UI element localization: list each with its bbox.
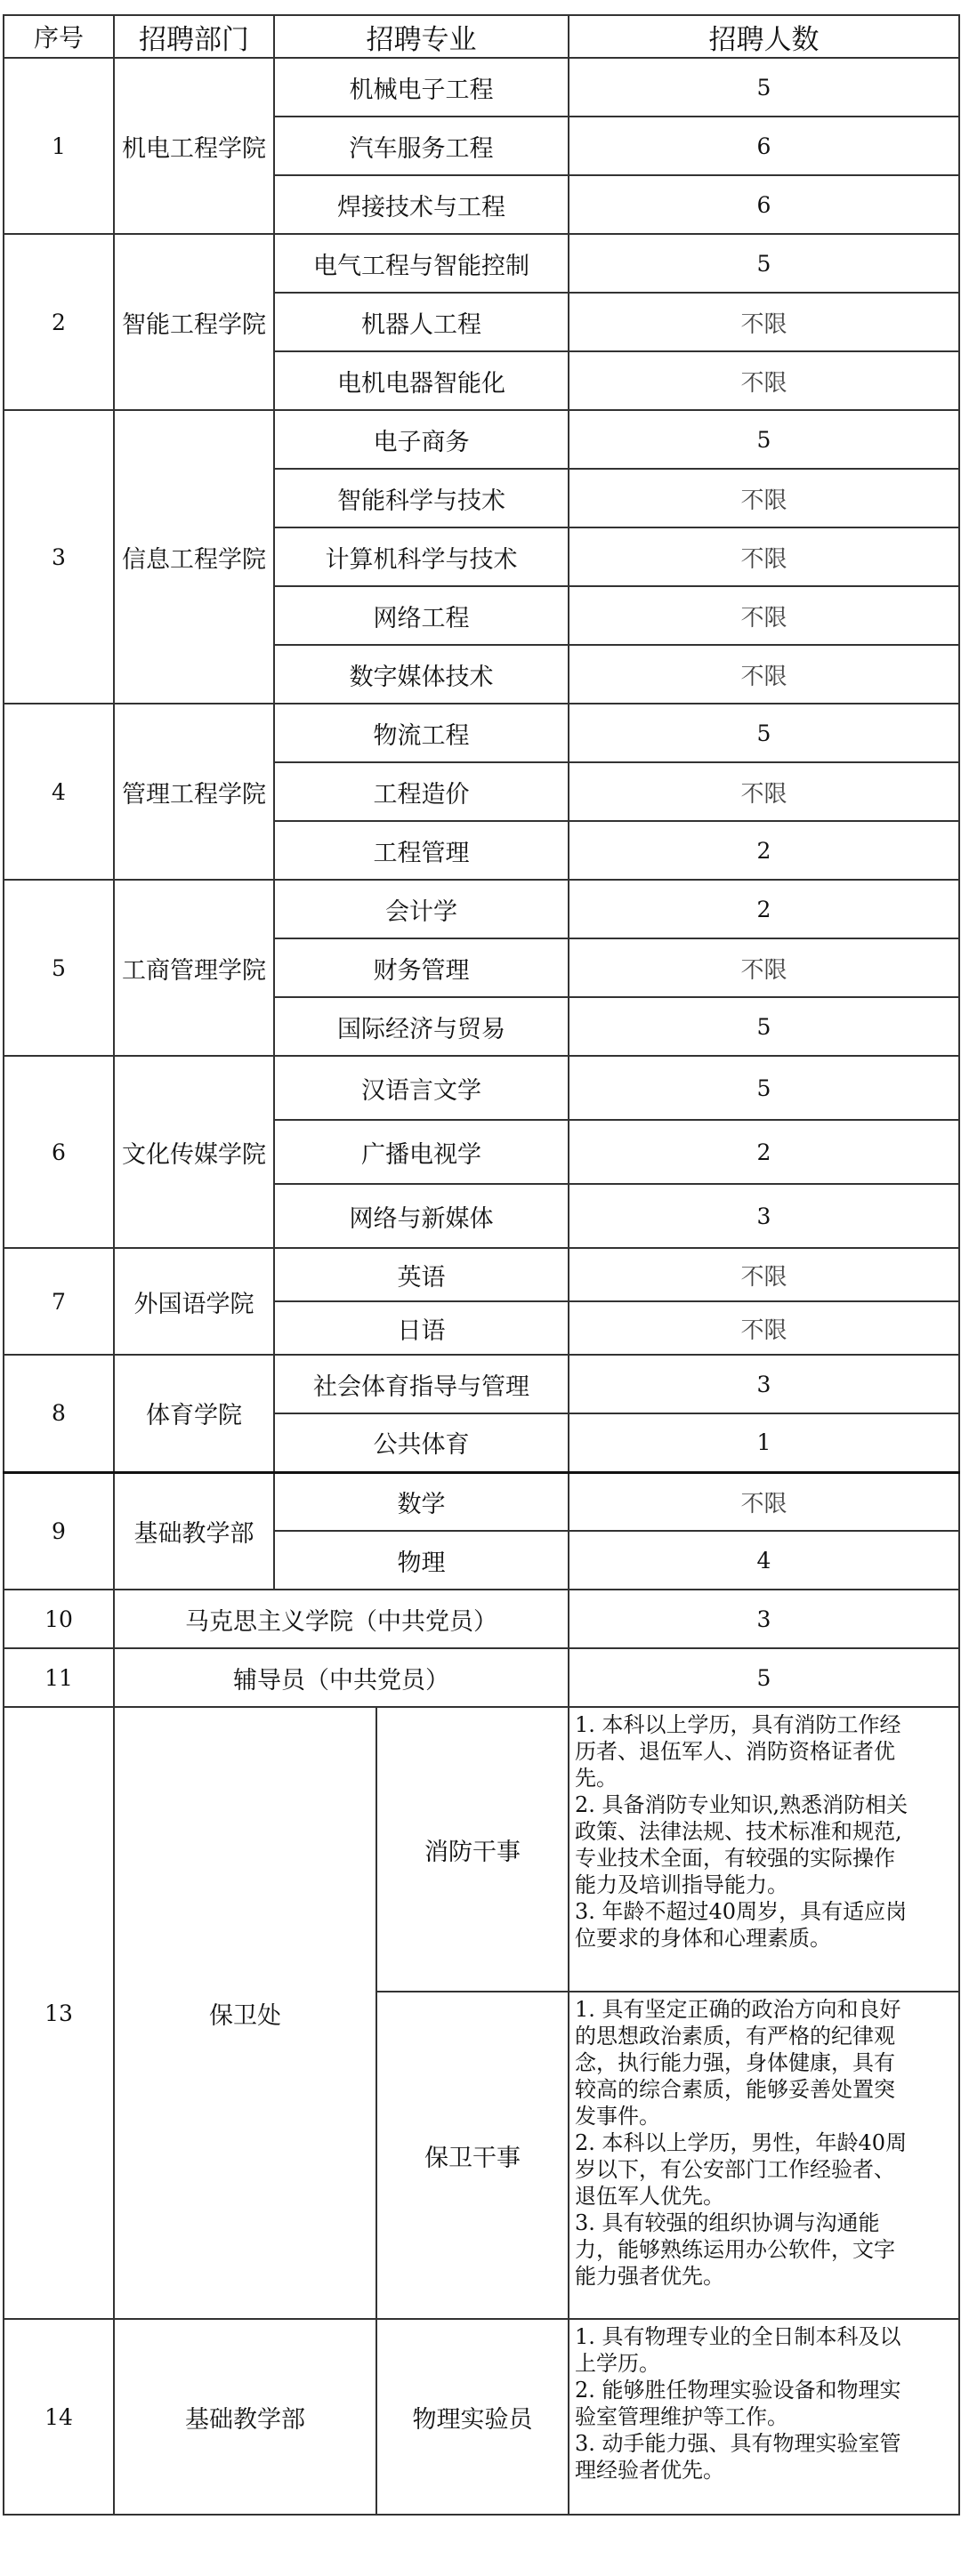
- major-cell: 智能科学与技术: [274, 469, 569, 527]
- count-cell: 不限: [569, 469, 959, 527]
- requirement-line: 政策、法律法规、技术标准和规范,: [575, 1819, 902, 1844]
- dept-cell: 马克思主义学院（中共党员）: [114, 1590, 569, 1648]
- count-cell: 5: [569, 997, 959, 1056]
- requirement-line: 理经验者优先。: [575, 2458, 724, 2483]
- major-cell: 汉语言文学: [274, 1056, 569, 1120]
- requirement-line: 3. 动手能力强、具有物理实验室管: [575, 2431, 901, 2456]
- count-cell: 2: [569, 1120, 959, 1184]
- seq-cell: 9: [4, 1472, 114, 1590]
- requirement-line: 2. 具备消防专业知识,熟悉消防相关: [575, 1792, 909, 1817]
- major-cell: 机器人工程: [274, 293, 569, 351]
- header-row: [4, 15, 959, 58]
- major-cell: 广播电视学: [274, 1120, 569, 1184]
- table-row: [4, 1707, 959, 1992]
- seq-cell: 13: [4, 1707, 114, 2319]
- requirement-line: 2. 能够胜任物理实验设备和物理实: [575, 2378, 901, 2403]
- count-cell: 不限: [569, 762, 959, 821]
- count-cell: 5: [569, 58, 959, 117]
- requirement-line: 2. 本科以上学历，男性，年龄40周: [575, 2130, 908, 2155]
- count-cell: 2: [569, 880, 959, 938]
- major-cell: 国际经济与贸易: [274, 997, 569, 1056]
- requirement-line: 能力强者优先。: [575, 2264, 724, 2289]
- seq-cell: 8: [4, 1355, 114, 1472]
- major-cell: 数学: [274, 1472, 569, 1531]
- seq-cell: 5: [4, 880, 114, 1056]
- requirement-line: 发事件。: [575, 2104, 660, 2129]
- major-cell: 物理: [274, 1531, 569, 1590]
- count-cell: 不限: [569, 645, 959, 704]
- requirements-cell: [569, 1992, 959, 2319]
- seq-cell: 1: [4, 58, 114, 234]
- count-cell: 不限: [569, 1248, 959, 1301]
- requirement-line: 先。: [575, 1766, 618, 1791]
- dept-cell: 基础教学部: [114, 2319, 376, 2515]
- major-cell: 英语: [274, 1248, 569, 1301]
- count-cell: 3: [569, 1184, 959, 1248]
- count-cell: 不限: [569, 351, 959, 410]
- major-cell: 公共体育: [274, 1413, 569, 1472]
- dept-cell: 工商管理学院: [114, 880, 274, 1056]
- dept-cell: 文化传媒学院: [114, 1056, 274, 1248]
- header-dept: 招聘部门: [114, 15, 274, 58]
- table-row: [4, 2319, 959, 2515]
- dept-cell: 信息工程学院: [114, 410, 274, 704]
- requirements-cell: [569, 2319, 959, 2515]
- table-row: [4, 410, 959, 469]
- count-cell: 5: [569, 1648, 959, 1707]
- requirements-cell: [569, 1707, 959, 1992]
- requirement-line: 1. 具有坚定正确的政治方向和良好: [575, 1997, 901, 2022]
- table-row: [4, 1056, 959, 1120]
- dept-cell: 管理工程学院: [114, 704, 274, 880]
- recruitment-table: [3, 14, 960, 2516]
- table-row: [4, 1472, 959, 1531]
- count-cell: 6: [569, 117, 959, 175]
- major-cell: 电机电器智能化: [274, 351, 569, 410]
- requirement-line: 1. 本科以上学历，具有消防工作经: [575, 1712, 901, 1737]
- dept-cell: 体育学院: [114, 1355, 274, 1472]
- major-cell: 数字媒体技术: [274, 645, 569, 704]
- seq-cell: 7: [4, 1248, 114, 1355]
- dept-cell: 机电工程学院: [114, 58, 274, 234]
- count-cell: 不限: [569, 293, 959, 351]
- requirement-line: 较高的综合素质，能够妥善处置突: [575, 2077, 895, 2102]
- major-cell: 网络与新媒体: [274, 1184, 569, 1248]
- seq-cell: 6: [4, 1056, 114, 1248]
- major-cell: 电气工程与智能控制: [274, 234, 569, 293]
- major-cell: 工程造价: [274, 762, 569, 821]
- seq-cell: 10: [4, 1590, 114, 1648]
- dept-cell: 智能工程学院: [114, 234, 274, 410]
- major-cell: 汽车服务工程: [274, 117, 569, 175]
- requirement-line: 1. 具有物理专业的全日制本科及以: [575, 2324, 901, 2349]
- count-cell: 1: [569, 1413, 959, 1472]
- major-cell: 焊接技术与工程: [274, 175, 569, 234]
- count-cell: 6: [569, 175, 959, 234]
- table-row: [4, 880, 959, 938]
- requirement-line: 3. 年龄不超过40周岁，具有适应岗: [575, 1899, 908, 1924]
- requirement-line: 岁以下，有公安部门工作经验者、: [575, 2157, 895, 2182]
- count-cell: 2: [569, 821, 959, 880]
- major-cell: 计算机科学与技术: [274, 527, 569, 586]
- seq-cell: 3: [4, 410, 114, 704]
- count-cell: 3: [569, 1590, 959, 1648]
- table-row: [4, 1355, 959, 1413]
- requirement-line: 退伍军人优先。: [575, 2184, 724, 2209]
- dept-cell: 外国语学院: [114, 1248, 274, 1355]
- major-cell: 物流工程: [274, 704, 569, 762]
- major-cell: 日语: [274, 1301, 569, 1355]
- requirement-line: 验室管理维护等工作。: [575, 2404, 788, 2429]
- requirement-line: 念，执行能力强，身体健康，具有: [575, 2050, 895, 2075]
- requirement-line: 能力及培训指导能力。: [575, 1872, 788, 1897]
- requirement-line: 的思想政治素质，有严格的纪律观: [575, 2024, 895, 2049]
- count-cell: 不限: [569, 586, 959, 645]
- count-cell: 不限: [569, 527, 959, 586]
- table-row: [4, 234, 959, 293]
- count-cell: 4: [569, 1531, 959, 1590]
- count-cell: 5: [569, 410, 959, 469]
- table-row: [4, 1248, 959, 1301]
- header-seq: 序号: [4, 15, 114, 58]
- dept-cell: 辅导员（中共党员）: [114, 1648, 569, 1707]
- seq-cell: 2: [4, 234, 114, 410]
- requirement-line: 专业技术全面，有较强的实际操作: [575, 1846, 895, 1871]
- recruitment-table-wrap: [3, 14, 958, 2516]
- count-cell: 不限: [569, 1472, 959, 1531]
- position-title-cell: 消防干事: [376, 1707, 569, 1992]
- requirement-line: 历者、退伍军人、消防资格证者优: [575, 1739, 895, 1764]
- dept-cell: 保卫处: [114, 1707, 376, 2319]
- position-title-cell: 保卫干事: [376, 1992, 569, 2319]
- major-cell: 机械电子工程: [274, 58, 569, 117]
- header-count: 招聘人数: [569, 15, 959, 58]
- requirement-line: 位要求的身体和心理素质。: [575, 1926, 831, 1951]
- requirement-line: 上学历。: [575, 2351, 660, 2376]
- requirement-line: 力，能够熟练运用办公软件，文字: [575, 2237, 895, 2262]
- major-cell: 社会体育指导与管理: [274, 1355, 569, 1413]
- major-cell: 网络工程: [274, 586, 569, 645]
- major-cell: 电子商务: [274, 410, 569, 469]
- major-cell: 财务管理: [274, 938, 569, 997]
- position-title-cell: 物理实验员: [376, 2319, 569, 2515]
- seq-cell: 14: [4, 2319, 114, 2515]
- count-cell: 5: [569, 234, 959, 293]
- dept-cell: 基础教学部: [114, 1472, 274, 1590]
- count-cell: 5: [569, 704, 959, 762]
- table-row: [4, 1648, 959, 1707]
- table-row: [4, 704, 959, 762]
- header-major: 招聘专业: [274, 15, 569, 58]
- count-cell: 不限: [569, 1301, 959, 1355]
- count-cell: 3: [569, 1355, 959, 1413]
- requirement-line: 3. 具有较强的组织协调与沟通能: [575, 2210, 880, 2235]
- table-row: [4, 58, 959, 117]
- count-cell: 不限: [569, 938, 959, 997]
- table-row: [4, 1590, 959, 1648]
- seq-cell: 4: [4, 704, 114, 880]
- count-cell: 5: [569, 1056, 959, 1120]
- major-cell: 会计学: [274, 880, 569, 938]
- major-cell: 工程管理: [274, 821, 569, 880]
- seq-cell: 11: [4, 1648, 114, 1707]
